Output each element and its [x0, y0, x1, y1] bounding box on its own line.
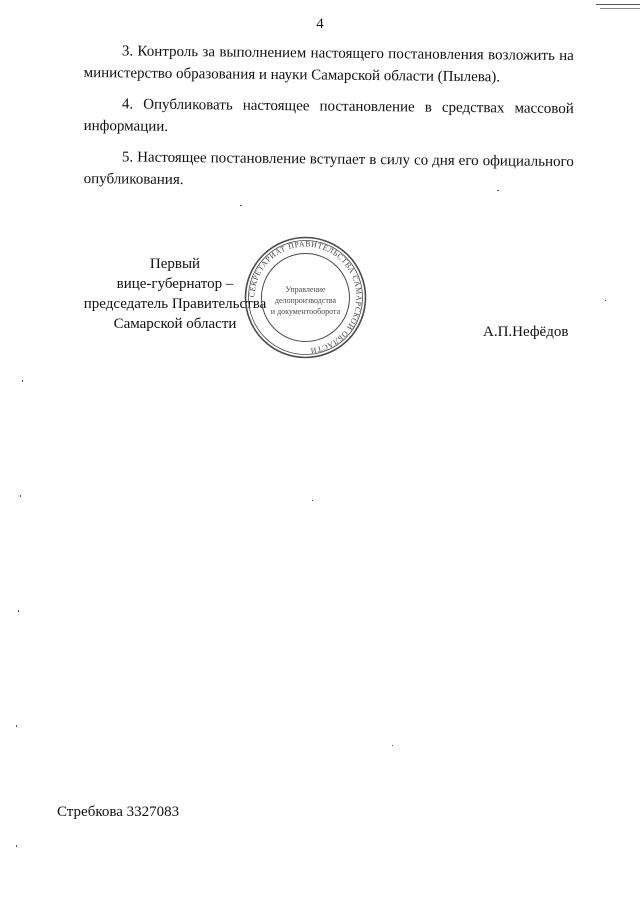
official-seal [243, 235, 368, 360]
paragraph-4: 4. Опубликовать настоящее постановление в средствах массовой информации. [83, 96, 574, 135]
paragraph-5: 5. Настоящее постановление вступает в силу со дня его официального опубликования. [83, 149, 574, 189]
paragraph-3: 3. Контроль за выполнением настоящего постановления возложить на министерство образования и науки Самарской области (Пылева). [83, 43, 574, 86]
seal-center-line: Управление [285, 285, 326, 294]
scan-artifact [392, 745, 393, 746]
scan-artifact [20, 495, 21, 497]
signer-name: А.П.Нефёдов [483, 324, 569, 340]
scan-artifact [16, 725, 17, 727]
executor-note: Стребкова 3327083 [57, 804, 180, 820]
page-number: 4 [316, 16, 324, 32]
seal-ring-text: СЕКРЕТАРИАТ ПРАВИТЕЛЬСТВА САМАРСКОЙ ОБЛАСТИ [247, 239, 364, 356]
signer-position-line: Первый [149, 256, 201, 272]
seal-center-line: делопроизводства [274, 296, 337, 305]
scan-artifact [312, 500, 313, 501]
signer-position [80, 254, 270, 334]
signer-position-line: председатель Правительства [83, 296, 267, 312]
scan-artifact [497, 190, 499, 191]
scan-artifact [18, 610, 19, 612]
scan-artifact [22, 380, 23, 382]
signer-position-line: Самарской области [113, 316, 237, 332]
seal-center-line: и документооборота [270, 307, 341, 316]
scan-artifact [596, 4, 640, 5]
signer-position-line: вице-губернатор – [116, 276, 234, 292]
scan-artifact [605, 300, 606, 301]
scan-artifact [240, 205, 242, 206]
scan-artifact [600, 8, 640, 9]
scan-artifact [16, 845, 17, 847]
